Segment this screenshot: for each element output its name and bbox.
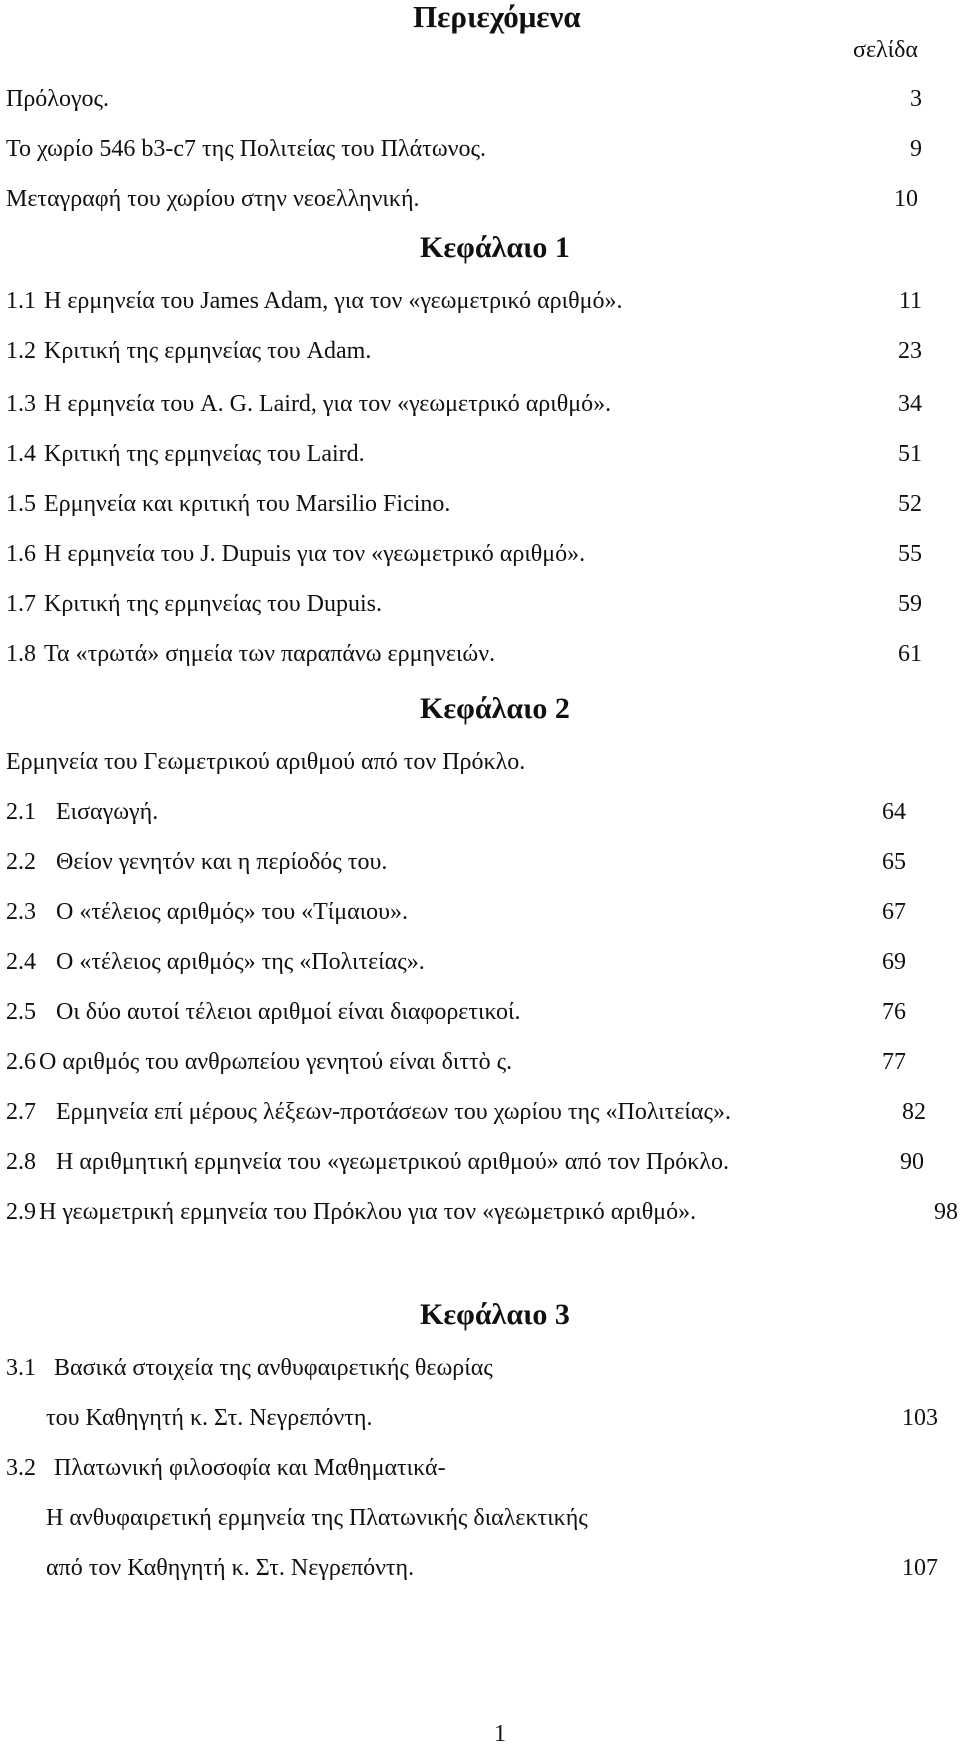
toc-entry <box>6 1356 493 1380</box>
toc-entry <box>6 542 585 566</box>
section-title: Βασικά στοιχεία της ανθυφαιρετικής θεωρίας <box>54 1355 493 1381</box>
toc-entry-translation: Μεταγραφή του χωρίου στην νεοελληνική. <box>6 186 420 212</box>
section-number: 2.5 <box>6 999 36 1025</box>
section-number: 2.9 <box>6 1199 36 1225</box>
section-number: 3.1 <box>6 1355 36 1381</box>
chapter-heading: Κεφάλαιο 1 <box>420 231 570 264</box>
section-title: Εισαγωγή. <box>56 799 159 825</box>
section-title: Κριτική της ερμηνείας του Laird. <box>44 441 365 467</box>
page-title: Περιεχόμενα <box>413 0 581 34</box>
toc-entry <box>6 1100 731 1124</box>
section-number: 2.8 <box>6 1149 36 1175</box>
section-title: Η αριθμητική ερμηνεία του «γεωμετρικού αριθμού» από τον Πρόκλο. <box>56 1149 729 1175</box>
toc-page-number: 3 <box>910 86 922 112</box>
toc-page-number: 51 <box>898 441 922 467</box>
toc-page-number: 98 <box>934 1199 958 1225</box>
section-title: Πλατωνική φιλοσοφία και Μαθηματικά- <box>54 1455 446 1481</box>
toc-page-number: 59 <box>898 591 922 617</box>
toc-entry <box>6 492 450 516</box>
section-number: 2.1 <box>6 799 36 825</box>
toc-page-number: 23 <box>898 338 922 364</box>
section-title: Ο «τέλειος αριθμός» της «Πολιτείας». <box>56 949 425 975</box>
section-title: Ο αριθμός του ανθρωπείου γενητού είναι διττὸ ς. <box>39 1049 513 1075</box>
toc-entry <box>6 1000 521 1024</box>
toc-entry <box>6 1200 696 1224</box>
toc-page-number: 107 <box>902 1555 938 1581</box>
section-number: 2.6 <box>6 1049 36 1075</box>
toc-entry <box>6 950 425 974</box>
toc-page-number: 61 <box>898 641 922 667</box>
section-title: Κριτική της ερμηνείας του Adam. <box>44 338 372 364</box>
section-title: Οι δύο αυτοί τέλειοι αριθμοί είναι διαφορετικοί. <box>56 999 521 1025</box>
section-title: Η ερμηνεία του A. G. Laird, για τον «γεωμετρικό αριθμό». <box>44 391 612 417</box>
toc-entry <box>6 392 611 416</box>
toc-page-number: 90 <box>900 1149 924 1175</box>
section-number: 3.2 <box>6 1455 36 1481</box>
toc-page-number: 55 <box>898 541 922 567</box>
section-number: 2.4 <box>6 949 36 975</box>
section-title: Ερμηνεία επί μέρους λέξεων-προτάσεων του χωρίου της «Πολιτείας». <box>56 1099 731 1125</box>
section-number: 2.2 <box>6 849 36 875</box>
section-number: 1.2 <box>6 338 36 364</box>
toc-page-number: 76 <box>882 999 906 1025</box>
section-title: Η ερμηνεία του James Adam, για τον «γεωμετρικό αριθμό». <box>44 288 623 314</box>
section-number: 1.6 <box>6 541 36 567</box>
toc-entry-prologue: Πρόλογος. <box>6 86 110 112</box>
toc-page-number: 82 <box>902 1099 926 1125</box>
toc-entry <box>6 339 371 363</box>
toc-entry <box>6 289 622 313</box>
section-number: 1.8 <box>6 641 36 667</box>
toc-entry-continuation: από τον Καθηγητή κ. Στ. Νεγρεπόντη. <box>46 1555 415 1581</box>
section-title: Η γεωμετρική ερμηνεία του Πρόκλου για τον «γεωμετρικό αριθμό». <box>39 1199 697 1225</box>
section-number: 1.1 <box>6 288 36 314</box>
section-number: 1.4 <box>6 441 36 467</box>
toc-entry <box>6 900 408 924</box>
section-title: Τα «τρωτά» σημεία των παραπάνω ερμηνειών. <box>44 641 496 667</box>
toc-entry <box>6 1050 512 1074</box>
toc-page-number: 11 <box>898 288 922 314</box>
section-number: 2.3 <box>6 899 36 925</box>
toc-page-number: 65 <box>882 849 906 875</box>
page-number-footer: 1 <box>494 1721 506 1747</box>
toc-entry <box>6 800 158 824</box>
toc-entry <box>6 850 387 874</box>
toc-page-number: 34 <box>898 391 922 417</box>
toc-page-number: 77 <box>882 1049 906 1075</box>
toc-entry-passage: Το χωρίο 546 b3-c7 της Πολιτείας του Πλάτωνος. <box>6 136 486 162</box>
section-number: 1.7 <box>6 591 36 617</box>
toc-entry <box>6 1456 446 1480</box>
section-number: 2.7 <box>6 1099 36 1125</box>
section-title: Ο «τέλειος αριθμός» του «Τίμαιου». <box>56 899 409 925</box>
section-number: 1.3 <box>6 391 36 417</box>
page-column-label: σελίδα <box>853 37 918 63</box>
section-number: 1.5 <box>6 491 36 517</box>
toc-entry <box>6 592 382 616</box>
toc-entry-continuation: Η ανθυφαιρετική ερμηνεία της Πλατωνικής διαλεκτικής <box>46 1505 588 1531</box>
section-title: Θείον γενητόν και η περίοδός του. <box>56 849 388 875</box>
toc-page-number: 64 <box>882 799 906 825</box>
chapter-heading: Κεφάλαιο 3 <box>420 1298 570 1331</box>
section-title: Η ερμηνεία του J. Dupuis για τον «γεωμετρικό αριθμό». <box>44 541 586 567</box>
toc-page-number: 10 <box>894 186 918 212</box>
toc-page-number: 67 <box>882 899 906 925</box>
toc-entry <box>6 442 365 466</box>
chapter-subtitle: Ερμηνεία του Γεωμετρικού αριθμού από τον Πρόκλο. <box>6 749 526 775</box>
toc-page-number: 69 <box>882 949 906 975</box>
toc-entry <box>6 642 495 666</box>
toc-page-number: 103 <box>902 1405 938 1431</box>
toc-page-number: 52 <box>898 491 922 517</box>
toc-entry <box>6 1150 729 1174</box>
chapter-heading: Κεφάλαιο 2 <box>420 692 570 725</box>
toc-entry-continuation: του Καθηγητή κ. Στ. Νεγρεπόντη. <box>46 1405 373 1431</box>
toc-page-number: 9 <box>910 136 922 162</box>
section-title: Ερμηνεία και κριτική του Marsilio Ficino. <box>44 491 451 517</box>
section-title: Κριτική της ερμηνείας του Dupuis. <box>44 591 383 617</box>
